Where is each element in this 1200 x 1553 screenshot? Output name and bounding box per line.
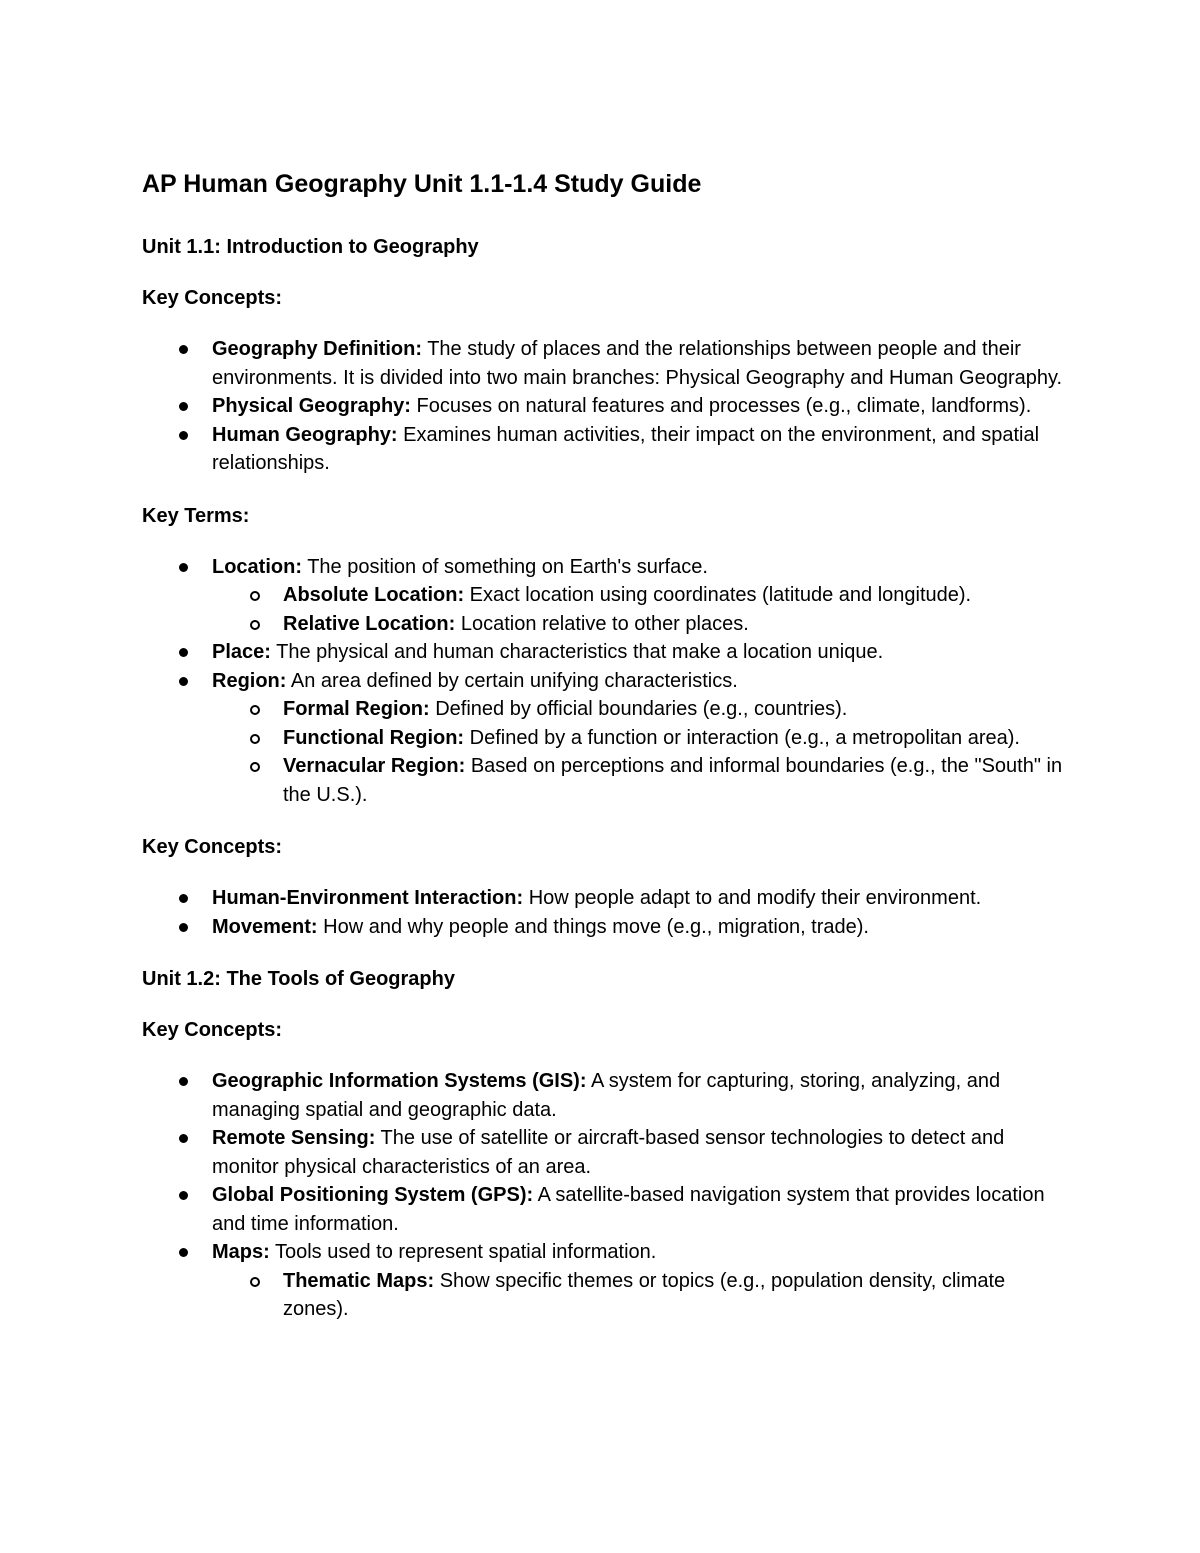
list-item [142,913,1072,942]
item-term: Thematic Maps: [283,1269,435,1292]
section-heading: Key Concepts: [142,1019,283,1041]
section-heading: Key Concepts: [142,287,283,309]
bullet-list [142,1067,1072,1324]
document-content [142,166,1072,1348]
bullet-disc-icon [179,923,188,932]
list-item [142,667,1072,810]
sub-list-item [212,724,1072,753]
section-heading: Key Terms: [142,504,250,527]
list-item [142,421,1072,478]
list-item [142,335,1072,392]
bullet-circle-icon [250,705,260,715]
item-term: Vernacular Region: [283,755,466,777]
sub-list [212,1267,1072,1324]
item-term: Absolute Location: [283,584,465,606]
item-text: A system for capturing, storing, analyzing, and managing spatial and geographic data. [212,1070,1001,1121]
bullet-disc-icon [179,894,188,903]
bullet-disc-icon [179,1134,188,1143]
bullet-list [142,335,1072,478]
item-term: Place: [212,641,271,663]
list-item [142,392,1072,421]
item-text: Tools used to represent spatial information. [269,1241,657,1263]
item-term: Functional Region: [283,726,465,749]
bullet-disc-icon [179,1248,188,1257]
bullet-disc-icon [179,1077,188,1086]
item-term: Maps: [212,1241,270,1263]
item-text: Examines human activities, their impact on the environment, and spatial relationships. [212,423,1040,474]
sub-list [212,581,1072,638]
list-item [142,884,1072,913]
item-text: Defined by official boundaries (e.g., countries). [429,698,848,720]
item-term: Global Positioning System (GPS): [212,1184,534,1206]
bullet-disc-icon [179,648,188,657]
sub-list-item [212,610,1072,639]
item-term: Remote Sensing: [212,1127,376,1149]
item-text: The physical and human characteristics that make a location unique. [270,641,884,663]
item-text: How people adapt to and modify their environment. [523,887,982,909]
list-item [142,1238,1072,1324]
item-text: How and why people and things move (e.g., migration, trade). [317,915,869,938]
bullet-disc-icon [179,563,188,572]
bullet-disc-icon [179,677,188,686]
bullet-circle-icon [250,591,260,601]
item-text: Location relative to other places. [455,612,749,635]
item-term: Movement: [212,915,318,938]
item-term: Relative Location: [283,612,456,635]
list-item [142,1067,1072,1124]
section-heading: Key Concepts: [142,836,283,858]
bullet-list [142,884,1072,941]
item-term: Geography Definition: [212,338,422,360]
unit-heading: Unit 1.1: Introduction to Geography [142,236,479,258]
bullet-list [142,553,1072,810]
list-item [142,1124,1072,1181]
bullet-disc-icon [179,402,188,411]
bullet-disc-icon [179,431,188,440]
sub-list-item [212,695,1072,724]
document-title: AP Human Geography Unit 1.1-1.4 Study Guide [142,170,702,198]
sub-list-item [212,1267,1072,1324]
item-term: Physical Geography: [212,395,411,417]
item-text: Defined by a function or interaction (e.g., a metropolitan area). [464,726,1020,749]
item-text: Focuses on natural features and processes (e.g., climate, landforms). [410,395,1032,417]
sub-list-item [212,752,1072,809]
bullet-circle-icon [250,620,260,630]
sub-list-item [212,581,1072,610]
bullet-circle-icon [250,734,260,744]
item-text: The study of places and the relationships between people and their environments. It is divided into two main branches: Physical Geography and Human Geography. [212,338,1063,389]
item-term: Human-Environment Interaction: [212,887,524,909]
item-term: Geographic Information Systems (GIS): [212,1070,587,1092]
unit-heading: Unit 1.2: The Tools of Geography [142,968,455,990]
bullet-disc-icon [179,1191,188,1200]
item-text: Exact location using coordinates (latitude and longitude). [464,584,972,606]
bullet-disc-icon [179,345,188,354]
item-term: Region: [212,669,287,692]
sub-list [212,695,1072,809]
item-text: An area defined by certain unifying characteristics. [286,669,738,692]
list-item [142,638,1072,667]
item-term: Human Geography: [212,423,398,446]
item-term: Location: [212,555,302,578]
item-term: Formal Region: [283,698,430,720]
item-text: A satellite-based navigation system that provides location and time information. [212,1184,1045,1235]
units-container [142,233,1072,1324]
item-text: Show specific themes or topics (e.g., population density, climate zones). [283,1269,1006,1320]
bullet-circle-icon [250,762,260,772]
item-text: The position of something on Earth's surface. [302,555,708,578]
list-item [142,553,1072,639]
item-text: The use of satellite or aircraft-based sensor technologies to detect and monitor physical characteristics of an area. [212,1127,1005,1178]
item-text: Based on perceptions and informal boundaries (e.g., the "South" in the U.S.). [283,755,1063,806]
list-item [142,1181,1072,1238]
bullet-circle-icon [250,1277,260,1287]
